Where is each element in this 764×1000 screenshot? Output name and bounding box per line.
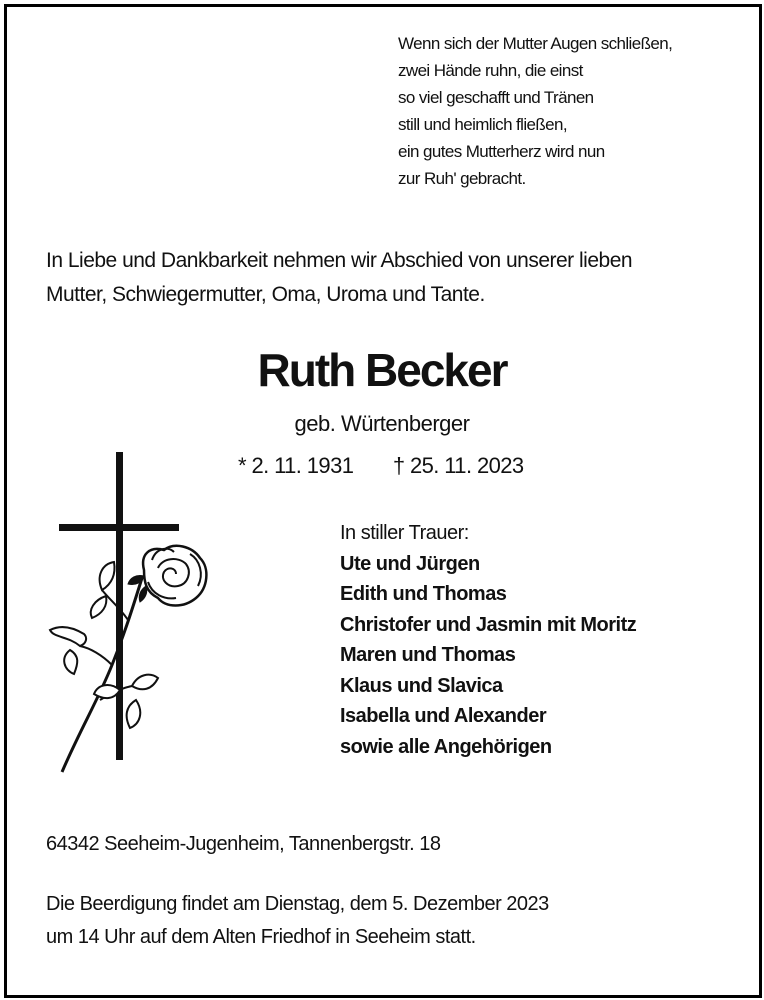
intro-text [46, 244, 736, 312]
family-address: 64342 Seeheim-Jugenheim, Tannenbergstr. 18 [46, 833, 441, 855]
poem [398, 30, 728, 192]
mourner-name: Klaus und Slavica [340, 674, 503, 697]
funeral-line-1: Die Beerdigung findet am Dienstag, dem 5. Dezember 2023 [46, 893, 549, 915]
poem-line: zwei Hände ruhn, die einst [398, 61, 583, 80]
poem-line: so viel geschafft und Tränen [398, 88, 594, 107]
poem-line: zur Ruh' gebracht. [398, 169, 526, 188]
funeral-details [46, 888, 549, 954]
intro-line-2: Mutter, Schwiegermutter, Oma, Uroma und Tante. [46, 283, 485, 306]
cross-with-rose-icon [40, 450, 220, 780]
mourner-name: Edith und Thomas [340, 583, 507, 605]
poem-line: Wenn sich der Mutter Augen schließen, [398, 34, 673, 53]
mourner-name: Isabella und Alexander [340, 705, 547, 727]
mourner-name: Christofer und Jasmin mit Moritz [340, 613, 637, 636]
death-date: † 25. 11. 2023 [392, 453, 524, 478]
mourner-name: Ute und Jürgen [340, 552, 480, 575]
mourner-list [340, 549, 740, 763]
mourner-name: Maren und Thomas [340, 644, 516, 666]
intro-line-1: In Liebe und Dankbarkeit nehmen wir Abschied von unserer lieben [46, 249, 633, 272]
poem-line: ein gutes Mutterherz wird nun [398, 142, 605, 161]
maiden-name: geb. Würtenberger [294, 411, 470, 436]
deceased-name: Ruth Becker [257, 344, 507, 396]
funeral-line-2: um 14 Uhr auf dem Alten Friedhof in Seeheim statt. [46, 926, 476, 948]
poem-line: still und heimlich fließen, [398, 115, 567, 134]
mourner-name: sowie alle Angehörigen [340, 735, 552, 758]
life-dates [238, 450, 524, 482]
mourners [340, 518, 740, 762]
birth-date: * 2. 11. 1931 [238, 453, 354, 478]
mourners-lead: In stiller Trauer: [340, 522, 469, 544]
